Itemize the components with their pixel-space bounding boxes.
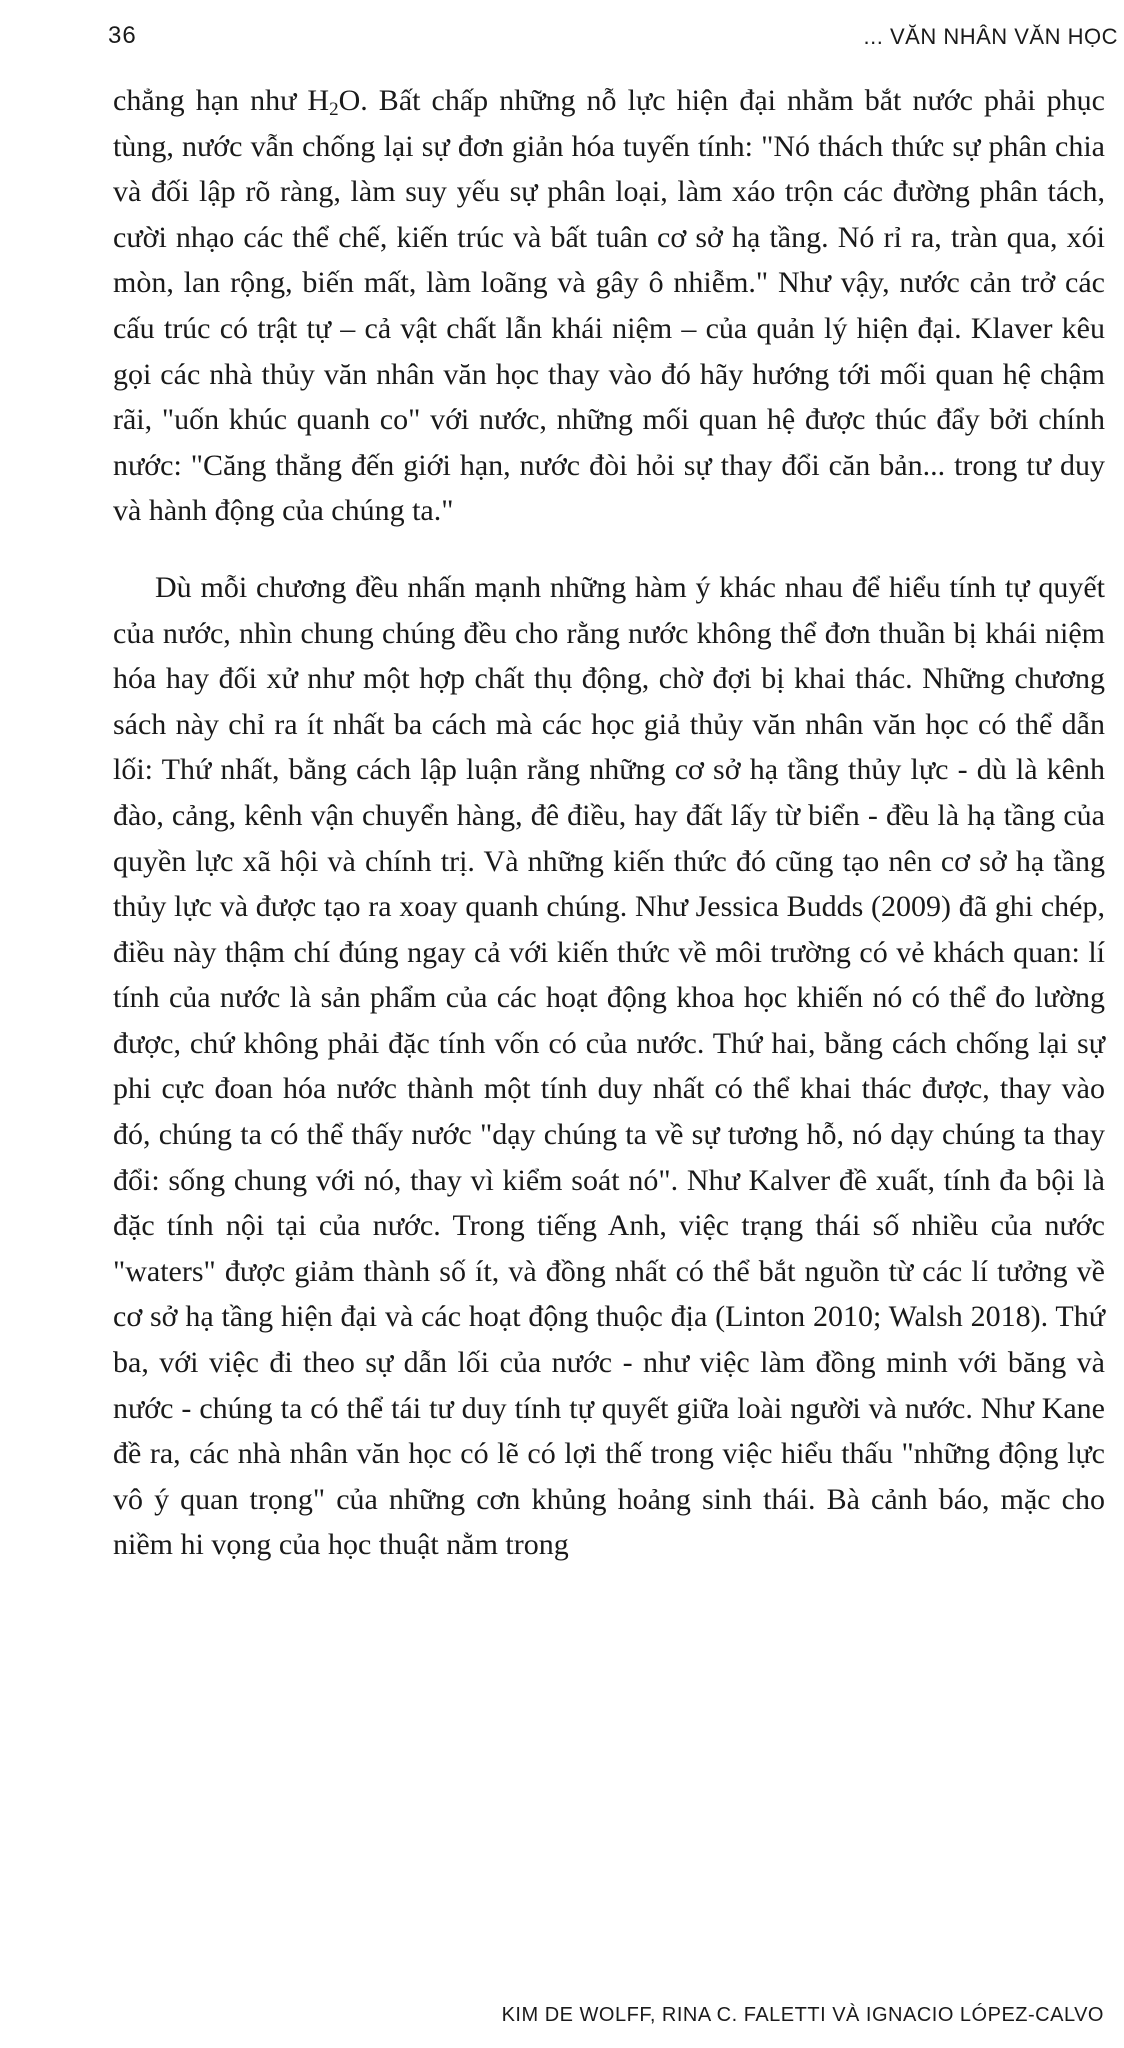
subscript-2: 2 [329,99,339,120]
paragraph-1 [113,78,1105,534]
paragraph-2: Dù mỗi chương đều nhấn mạnh những hàm ý khác nhau để hiểu tính tự quyết của nước, nhìn chung chúng đều cho rằng nước không thể đơn thuần bị khái niệm hóa hay đối xử như một hợp chất thụ động, chờ đợi bị khai thác. Những chương sách này chỉ ra ít nhất ba cách mà các học giả thủy văn nhân văn học có thể dẫn lối: Thứ nhất, bằng cách lập luận rằng những cơ sở hạ tầng thủy lực - dù là kênh đào, cảng, kênh vận chuyển hàng, đê điều, hay đất lấy từ biển - đều là hạ tầng của quyền lực xã hội và chính trị. Và những kiến thức đó cũng tạo nên cơ sở hạ tầng thủy lực và được tạo ra xoay quanh chúng. Như Jessica Budds (2009) đã ghi chép, điều này thậm chí đúng ngay cả với kiến thức về môi trường có vẻ khách quan: lí tính của nước là sản phẩm của các hoạt động khoa học khiến nó có thể đo lường được, chứ không phải đặc tính vốn có của nước. Thứ hai, bằng cách chống lại sự phi cực đoan hóa nước thành một tính duy nhất có thể khai thác được, thay vào đó, chúng ta có thể thấy nước "dạy chúng ta về sự tương hỗ, nó dạy chúng ta thay đổi: sống chung với nó, thay vì kiểm soát nó". Như Kalver đề xuất, tính đa bội là đặc tính nội tại của nước. Trong tiếng Anh, việc trạng thái số nhiều của nước "waters" được giảm thành số ít, và đồng nhất có thể bắt nguồn từ các lí tưởng về cơ sở hạ tầng hiện đại và các hoạt động thuộc địa (Linton 2010; Walsh 2018). Thứ ba, với việc đi theo sự dẫn lối của nước - như việc làm đồng minh với băng và nước - chúng ta có thể tái tư duy tính tự quyết giữa loài người và nước. Như Kane đề ra, các nhà nhân văn học có lẽ có lợi thế trong việc hiểu thấu "những động lực vô ý quan trọng" của những cơn khủng hoảng sinh thái. Bà cảnh báo, mặc cho niềm hi vọng của học thuật nằm trong [113,570,1105,1562]
page-number: 36 [108,22,137,49]
paragraph-1-intro: chẳng hạn như H [113,84,330,117]
paragraph-1-text: O. Bất chấp những nỗ lực hiện đại nhằm bắt nước phải phục tùng, nước vẫn chống lại sự đơn giản hóa tuyến tính: "Nó thách thức sự phân chia và đối lập rõ ràng, làm suy yếu sự phân loại, làm xáo trộn các đường phân tách, cười nhạo các thể chế, kiến trúc và bất tuân cơ sở hạ tầng. Nó rỉ ra, tràn qua, xói mòn, lan rộng, biến mất, làm loãng và gây ô nhiễm." Như vậy, nước cản trở các cấu trúc có trật tự – cả vật chất lẫn khái niệm – của quản lý hiện đại. Klaver kêu gọi các nhà thủy văn nhân văn học thay vào đó hãy hướng tới mối quan hệ chậm rãi, "uốn khúc quanh co" với nước, những mối quan hệ được thúc đẩy bởi chính nước: "Căng thẳng đến giới hạn, nước đòi hỏi sự thay đổi căn bản... trong tư duy và hành động của chúng ta." [113,84,1105,528]
running-head: ... VĂN NHÂN VĂN HỌC [863,24,1118,49]
footer-authors: KIM DE WOLFF, RINA C. FALETTI VÀ IGNACIO LÓPEZ-CALVO [501,2004,1104,2026]
body-text [113,78,1105,1568]
